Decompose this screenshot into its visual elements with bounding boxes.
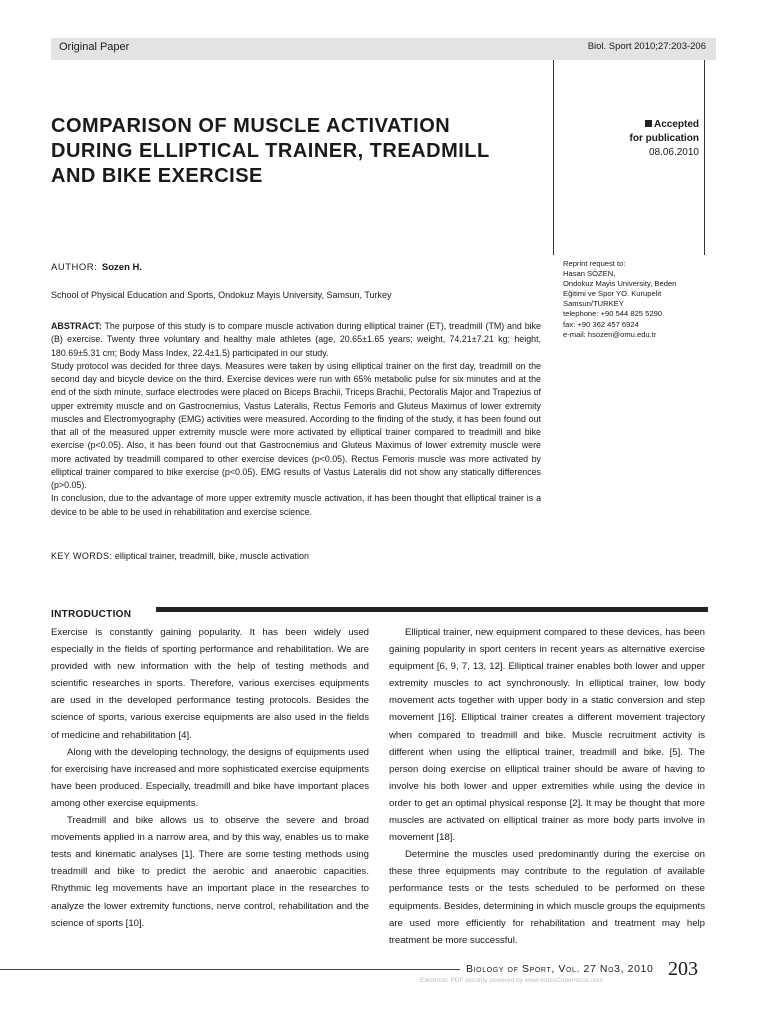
citation: Biol. Sport 2010;27:203-206: [587, 41, 706, 52]
footer-rule: [0, 969, 460, 970]
heading-rule: [156, 607, 708, 612]
article-type: Original Paper: [59, 41, 130, 53]
title-line: AND BIKE EXERCISE: [51, 165, 263, 187]
paragraph: Along with the developing technology, the designs of equipments used for exercising have increased and more sophisticated exercise equipments have been produced. Especially, treadmill and bike have important places among other exercise equipments.: [51, 746, 369, 809]
section-heading: INTRODUCTION: [51, 609, 132, 620]
reprint-line: Eğitimi ve Spor YO. Kurupelit: [563, 289, 662, 299]
accepted-label: Accepted: [653, 119, 699, 130]
keywords-label: KEY WORDS:: [51, 551, 113, 561]
abstract: [51, 320, 541, 519]
author-label: AUTHOR:: [51, 262, 98, 273]
reprint-request: [563, 259, 713, 340]
abstract-p2: Study protocol was decided for three days. Measures were taken by using elliptical trainer on the first day, treadmill on the second day and bicycle device on the third. Exercise devices were run with 65% metabolic pulse for six minutes and at the end of the sixth minute, surface electrodes were placed on Biceps Brachii, Triceps Brachii, Pectoralis Major and Trapezius of upper extremity muscle and on Gastrocnemius, Vastus Lateralis, Rectus Femoris and Gluteus Maximus of lower extremity muscles and Electromyography (EMG) activities were measured. According to the finding of the study, it has been found out that all of the measured upper extremity muscle were more activated by elliptical trainer compared to treadmill and bike exercise (p<0.05). Also, it has been found out that Gastrocnemius and Gluteus Maximus of lower extremity muscle were more activated by treadmill compared to other exercise devices (p<0.05). Rectus Femoris muscle was more activated by elliptical trainer compared to bike exercise (p<0.05). EMG results of Vastus Lateralis did not show any statically differences (p>0.05).: [51, 360, 541, 490]
reprint-line: Hasan SÖZEN,: [563, 269, 616, 279]
reprint-line: Samsun/TURKEY: [563, 299, 624, 309]
journal-footer: Biology of Sport, Vol. 27 No3, 2010: [466, 963, 654, 975]
header-bar: [51, 38, 716, 60]
reprint-line: e-mail: hsozen@omu.edu.tr: [563, 329, 657, 339]
divider-right: [704, 60, 705, 255]
abstract-p1: The purpose of this study is to compare muscle activation during elliptical trainer (ET), treadmill (TM) and bike (B) exercise. Twenty three voluntary and healthy male athletes (age, 20.65±1.65 years; weight, 74.21±7.21 kg; height, 180.69±5.31 cm; Body Mass Index, 22.4±1.5) participated in our study.: [51, 321, 541, 358]
page-number: 203: [668, 958, 698, 980]
paragraph: Elliptical trainer, new equipment compared to these devices, has been gaining popularity in sport centers in recent years as alternative exercise equipment [6, 9, 7, 13, 12]. Elliptical trainer enables both lower and upper extremity muscles to act synchronously. In elliptical trainer, low body movement acts together with upper body in a static conversion and step movement [16]. Elliptical trainer creates a different movement trajectory when compared to treadmill and bike. Muscle recruitment activity is different when using the elliptical trainer, treadmill and bike. [5]. The person doing exercise on elliptical trainer should be aware of having to involve his both lower and upper extremities while using the device in order to get an optimal physical response [2]. It may be thought that more muscles are activated on elliptical trainer as more body parts involve in movement [18].: [389, 627, 705, 844]
reprint-line: telephone: +90 544 825 5290: [563, 309, 663, 319]
paragraph: Determine the muscles used predominantly during the exercise on these three equipments may contribute to the regulation of available performance tests or the tests scheduled to be performed on these equipments. Besides, determining in which muscle groups the equipments are used more efficiently for rehabilitation and treatment may help treatment be more successful.: [389, 849, 705, 946]
reprint-line: Reprint request to:: [563, 259, 626, 268]
abstract-p3: In conclusion, due to the advantage of more upper extremity muscle activation, it has been thought that elliptical trainer is a device to be able to be used in rehabilitation and exercise science.: [51, 493, 541, 517]
accepted-date: 08.06.2010: [648, 147, 699, 158]
title-line: DURING ELLIPTICAL TRAINER, TREADMILL: [51, 140, 490, 162]
keywords-value: elliptical trainer, treadmill, bike, muscle activation: [114, 551, 309, 561]
left-column: [51, 624, 369, 932]
reprint-line: Ondokuz Mayis University, Beden: [563, 279, 677, 289]
accepted-for: for publication: [629, 133, 699, 144]
title-line: COMPARISON OF MUSCLE ACTIVATION: [51, 115, 451, 137]
reprint-line: fax: +90 362 457 6924: [563, 319, 639, 329]
paragraph: Treadmill and bike allows us to observe the severe and broad movements applied in a narrow area, and by this way, enables us to make tests and kinematic analyses [1]. There are some testing methods using treadmill and bike to predict the aerobic and anaerobic capacities. Rhythmic leg movements have an important place in the researches to analyze the lower extremity functions, nerve control, rehabilitation and the science of sports [10].: [51, 815, 369, 929]
right-column: [389, 624, 705, 949]
paper-title: [51, 114, 551, 189]
keywords: [51, 551, 309, 561]
divider-left: [553, 60, 554, 255]
author-line: [51, 262, 142, 273]
watermark: Electronic PDF security powered by www.IndexCopernicus.com: [420, 977, 604, 984]
author-name: Sozen H.: [101, 262, 143, 273]
square-bullet-icon: [645, 120, 652, 127]
affiliation: School of Physical Education and Sports, Ondokuz Mayis University, Samsun, Turkey: [51, 290, 392, 300]
accepted-box: [630, 118, 699, 160]
paragraph: Exercise is constantly gaining popularity. It has been widely used especially in the fields of sporting performance and rehabilitation. We are provided with new information with the help of testing methods and scientific researches in sports. Therefore, various exercises equipments are used in the developed performance testing protocols. Besides the science of sports, various exercise equipments are also used in the fields of medicine and rehabilitation [4].: [51, 627, 369, 741]
abstract-label: ABSTRACT:: [51, 321, 102, 331]
